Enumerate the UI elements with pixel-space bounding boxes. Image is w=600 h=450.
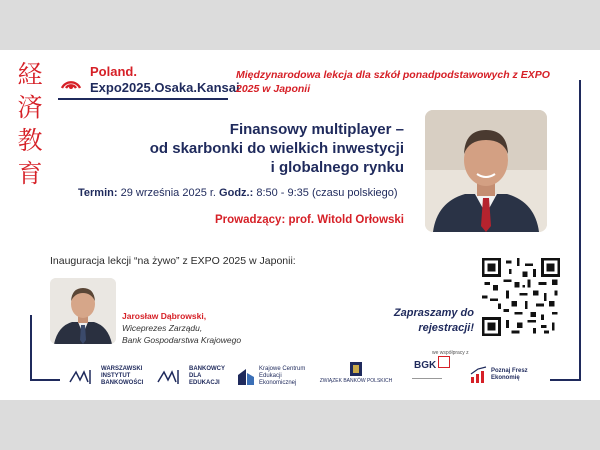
event-poster (0, 50, 600, 400)
speaker-name: Jarosław Dąbrowski, (122, 311, 207, 321)
logo-text-expo: Expo2025.Osaka.Kansai (90, 80, 240, 95)
kanji-column (10, 58, 50, 190)
logo-text-poland: Poland. (90, 64, 137, 79)
qr-code-icon[interactable] (482, 258, 560, 336)
wib-logo-icon (68, 368, 98, 386)
time-value: 8:50 - 9:35 (czasu polskiego) (253, 187, 398, 199)
schedule-line (78, 187, 398, 199)
partner-name: ZWIĄZEK BANKÓW POLSKICH (319, 378, 393, 384)
registration-invite (372, 306, 474, 336)
lesson-title (120, 120, 404, 177)
kanji-char: 経 (17, 60, 43, 89)
partners-label: we współpracy z (432, 350, 469, 356)
frame-line (579, 80, 581, 380)
partner-logo-bgk[interactable] (412, 360, 442, 389)
host-line: Prowadzący: prof. Witold Orłowski (214, 214, 404, 226)
wib-logo-icon (156, 368, 186, 386)
kanji-char: 教 (17, 126, 43, 155)
partner-logo-pfe[interactable] (470, 366, 545, 384)
person-portrait-icon (425, 110, 547, 232)
title-line: Finansowy multiplayer – (229, 121, 404, 138)
partner-footer (0, 350, 600, 400)
event-subtitle: Międzynarodowa lekcja dla szkół ponadpodstawowych z EXPO 2025 w Japonii (236, 69, 550, 95)
signal-arcs-icon (58, 68, 84, 90)
invite-line: Zapraszamy do (393, 307, 474, 319)
partner-logo-kcee[interactable] (236, 366, 309, 387)
kanji-char: 育 (17, 159, 43, 188)
partner-logo-zbp[interactable] (318, 362, 394, 385)
title-line: i globalnego rynku (270, 159, 404, 176)
time-label: Godz.: (219, 187, 254, 199)
speaker-photo (50, 278, 116, 344)
person-portrait-icon (50, 278, 116, 344)
logo-underline (58, 98, 228, 100)
partner-name: BANKOWCY DLA EDUKACJI (189, 366, 225, 386)
inauguration-line: Inauguracja lekcji “na żywo” z EXPO 2025 w Japonii: (50, 255, 296, 267)
partner-name: Krajowe Centrum Edukacji Ekonomicznej (259, 366, 306, 386)
speaker-info (122, 310, 292, 346)
kanji-char: 済 (17, 93, 43, 122)
partner-name: WARSZAWSKI INSTYTUT BANKOWOŚCI (101, 366, 144, 386)
partner-logo-bde[interactable] (156, 366, 225, 387)
partner-logo-wib[interactable] (68, 366, 147, 387)
bgk-square-icon (438, 356, 450, 368)
kcee-logo-icon (236, 367, 256, 387)
title-line: od skarbonki do wielkich inwestycji (149, 140, 404, 157)
invite-line: rejestracji! (418, 322, 474, 334)
speaker-role: Wiceprezes Zarządu, (122, 323, 203, 333)
speaker-company: Bank Gospodarstwa Krajowego (122, 335, 242, 345)
growth-chart-icon (470, 366, 488, 384)
partner-name: Poznaj Fresz Ekonomię (491, 368, 528, 381)
host-photo (425, 110, 547, 232)
termin-label: Termin: (78, 187, 118, 199)
partner-name: BGK (414, 360, 437, 371)
zbp-logo-icon (350, 362, 362, 376)
date-value: 29 września 2025 r. (117, 187, 220, 199)
